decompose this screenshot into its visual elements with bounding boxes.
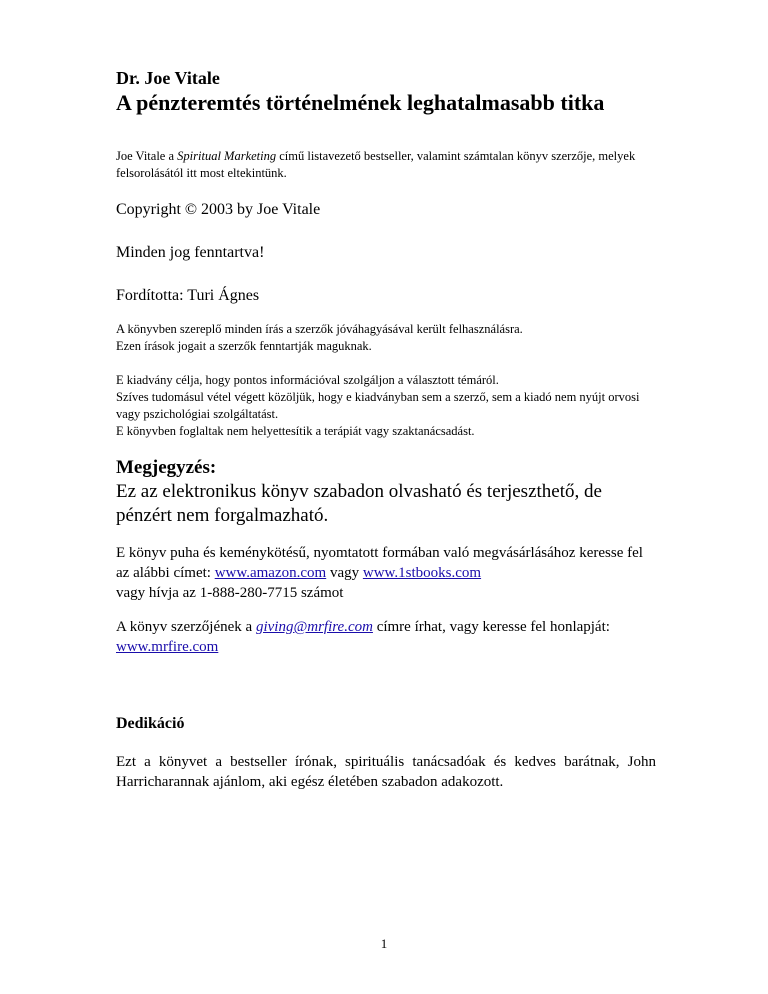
contact-paragraph [116, 617, 656, 657]
dedication-heading: Dedikáció [116, 715, 185, 732]
amazon-link[interactable]: www.amazon.com [214, 565, 327, 581]
book-title: Spiritual Marketing [177, 149, 277, 163]
permissions-line: Ezen írások jogait a szerzők fenntartják maguknak. [116, 339, 372, 353]
purchase-paragraph [116, 543, 656, 583]
purchase-phone: vagy hívja az 1-888-280-7715 számot [116, 585, 344, 601]
author-name: Dr. Joe Vitale [116, 68, 220, 88]
intro-paragraph [116, 148, 656, 182]
copyright-line: Copyright © 2003 by Joe Vitale [116, 201, 321, 218]
permissions-line: A könyvben szereplő minden írás a szerzők jóváhagyásával került felhasználásra. [116, 322, 523, 336]
note-text: Ez az elektronikus könyv szabadon olvasható és terjeszthető, de pénzért nem forgalmazható. [116, 481, 602, 526]
contact-text: A könyv szerzőjének a [116, 619, 256, 635]
page-title: A pénzteremtés történelmének leghatalmasabb titka [116, 90, 605, 115]
disclaimer-block [116, 372, 656, 440]
purchase-block [116, 543, 656, 603]
permissions-block [116, 321, 656, 355]
website-link[interactable]: www.mrfire.com [116, 639, 219, 655]
note-block [116, 456, 656, 528]
1stbooks-link[interactable]: www.1stbooks.com [362, 565, 482, 581]
disclaimer-line: E könyvben foglaltak nem helyettesítik a terápiát vagy szaktanácsadást. [116, 424, 475, 438]
note-heading: Megjegyzés: [116, 457, 217, 478]
disclaimer-line: E kiadvány célja, hogy pontos információval szolgáljon a választott témáról. [116, 373, 499, 387]
translator-line: Fordította: Turi Ágnes [116, 287, 260, 304]
page-number: 1 [380, 936, 388, 951]
purchase-connector: vagy [326, 565, 363, 581]
intro-suffix: című listavezető bestseller, valamint számtalan könyv szerzője, melyek felsorolásától itt most eltekintünk. [116, 149, 636, 180]
disclaimer-line: Szíves tudomásul vétel végett közöljük, hogy e kiadványban sem a szerző, sem a kiadó nem nyújt orvosi vagy pszichológiai szolgáltatást. [116, 390, 640, 421]
email-link[interactable]: giving@mrfire.com [255, 619, 373, 635]
dedication-text: Ezt a könyvet a bestseller írónak, spirituális tanácsadóak és kedves barátnak, John Harricharannak ajánlom, aki egész életében szabadon adakozott. [116, 754, 656, 790]
rights-line: Minden jog fenntartva! [116, 244, 265, 261]
contact-text-2: címre írhat, vagy keresse fel honlapját: [372, 619, 610, 635]
intro-prefix: Joe Vitale a [116, 149, 178, 163]
purchase-text: E könyv puha és keménykötésű, nyomtatott formában való megvásárlásához keresse fel az alábbi címet: [116, 545, 643, 581]
